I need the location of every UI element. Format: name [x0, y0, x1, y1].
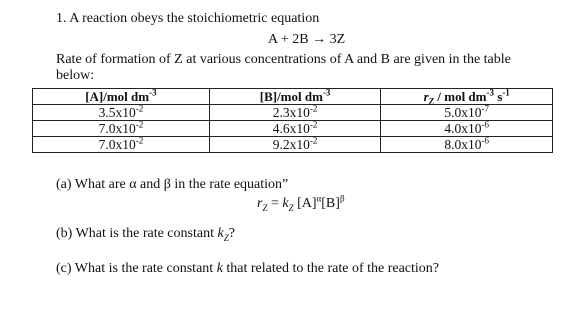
table-header-row	[33, 89, 553, 105]
question-description-line2: below:	[56, 68, 95, 83]
table-cell: $4.6x10^{-2}$	[209, 121, 381, 137]
table-cell: $2.3x10^{-2}$	[209, 105, 381, 121]
rate-equation: $r_Z = k_Z$ $[A]^\alpha[B]^\beta$	[257, 193, 345, 213]
question-description-line1: Rate of formation of Z at various concentrations of A and B are given in the table	[56, 52, 511, 67]
part-c-question: (c) What is the rate constant k that related to the rate of the reaction?	[56, 261, 440, 276]
rate-data-table	[32, 88, 553, 153]
part-b-question: (b) What is the rate constant $k_Z$?	[56, 226, 235, 243]
table-cell: $8.0x10^{-6}$	[381, 137, 553, 153]
header-rate-z: $r_Z$ / mol $dm^{-3}$ $s^{-1}$	[381, 89, 553, 105]
table-cell: $4.0x10^{-6}$	[381, 121, 553, 137]
header-conc-a: [A]/mol $dm^{-3}$	[33, 89, 210, 105]
table-cell: $7.0x10^{-2}$	[33, 121, 210, 137]
table-cell: $3.5x10^{-2}$	[33, 105, 210, 121]
header-conc-b: [B]/mol $dm^{-3}$	[209, 89, 381, 105]
table-row	[33, 121, 553, 137]
table-row	[33, 137, 553, 153]
table-row	[33, 105, 553, 121]
table-cell: $5.0x10^{-7}$	[381, 105, 553, 121]
question-intro: 1. A reaction obeys the stoichiometric equation	[56, 11, 320, 26]
stoichiometric-equation: A + 2B → 3Z	[268, 32, 346, 47]
table-cell: $9.2x10^{-2}$	[209, 137, 381, 153]
part-a-question: (a) What are α and β in the rate equation”	[56, 177, 289, 192]
table-cell: $7.0x10^{-2}$	[33, 137, 210, 153]
